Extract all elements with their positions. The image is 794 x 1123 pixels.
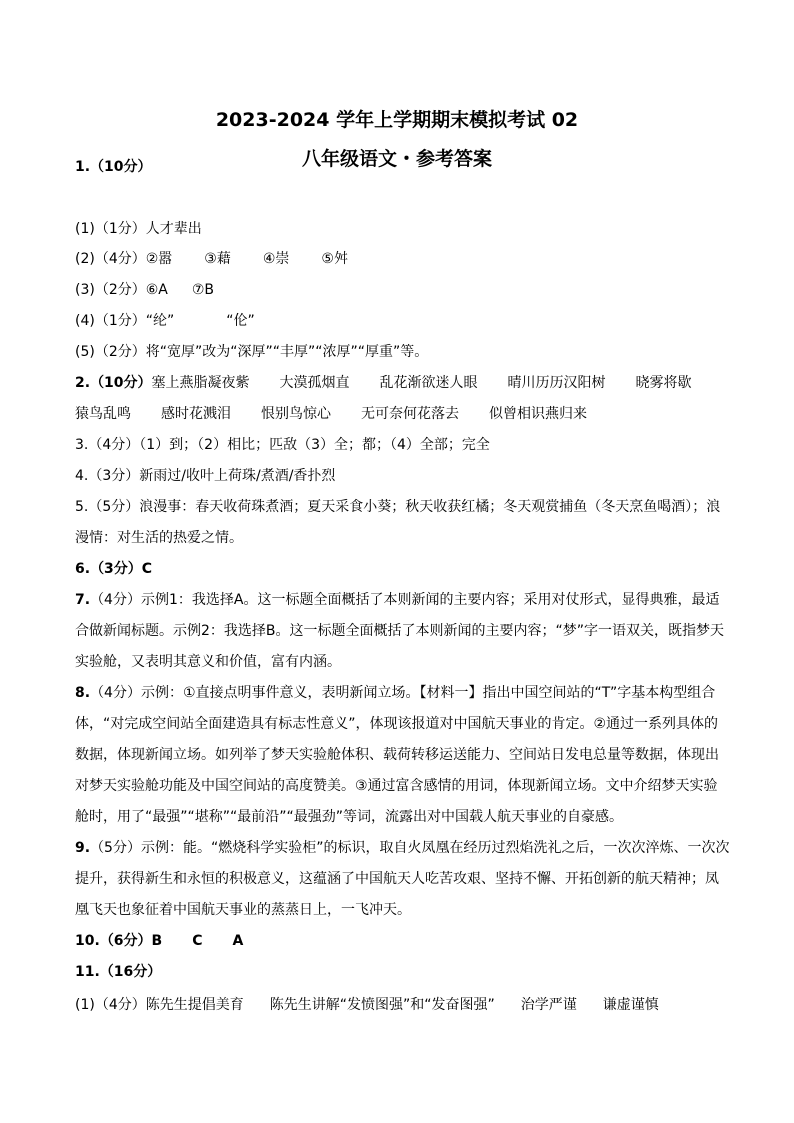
q9-line3: 凰飞天也象征着中国航天事业的蒸蒸日上，一飞冲天。 (75, 902, 411, 918)
q1-sub3: (3)（2分）⑥A ⑦B (75, 282, 215, 298)
page-title: 2023-2024 学年上学期期末模拟考试 02 (215, 109, 579, 131)
q1-sub2: (2)（4分）②嚣 ③藉 ④崇 ⑤舛 (75, 251, 348, 267)
q7-line3: 实验舱，又表明其意义和价值，富有内涵。 (75, 654, 341, 670)
q8-line2: 体，“对完成空间站全面建造具有标志性意义”，体现该报道对中国航天事业的肯定。②通过一系列具体的 (75, 716, 719, 732)
q9-line2: 提升，获得新生和永恒的积极意义，这蕴涵了中国航天人吃苦攻艰、坚持不懈、开拓创新的航天精神；凤 (75, 871, 719, 887)
q1-sub4: (4)（1分）“纶” “伦” (75, 313, 255, 329)
page-subtitle: 八年级语文・参考答案 (301, 148, 492, 170)
q8-line3: 数据，体现新闻立场。如列举了梦天实验舱体积、载荷转移运送能力、空间站日发电总量等数据，体现出 (75, 747, 719, 763)
q1-heading: 1.（10分） (75, 159, 152, 175)
q8-line5: 舱时，用了“最强”“堪称”“最前沿”“最强劲”等词，流露出对中国载人航天事业的自豪感。 (75, 809, 624, 825)
q1-sub5: (5)（2分）将“宽厚”改为“深厚”“丰厚”“浓厚”“厚重”等。 (75, 344, 429, 360)
q11-sub1: (1)（4分）陈先生提倡美育 陈先生讲解“发愤图强”和“发奋图强” 治学严谨 谦虚谨慎 (75, 997, 659, 1013)
q10-answer: 10.（6分）B C A (75, 933, 244, 949)
q5-line2: 漫情：对生活的热爱之情。 (75, 530, 243, 546)
q8-line1: 8.（4分）示例：①直接点明事件意义，表明新闻立场。【材料一】指出中国空间站的“T”字基本构型组合 (75, 685, 716, 701)
q3-answer: 3.（4分）（1）到；（2）相比；匹敌（3）全；都；（4）全部；完全 (75, 437, 490, 453)
q7-line2: 合做新闻标题。示例2：我选择B。这一标题全面概括了本则新闻的主要内容；“梦”字一语双关，既指梦天 (75, 623, 725, 639)
q2-line2: 猿鸟乱鸣 感时花溅泪 恨别鸟惊心 无可奈何花落去 似曾相识燕归来 (75, 406, 587, 422)
q7-line1: 7.（4分）示例1：我选择A。这一标题全面概括了本则新闻的主要内容；采用对仗形式，显得典雅，最适 (75, 592, 720, 608)
q2-line1: 2.（10分）塞上燕脂凝夜紫 大漠孤烟直 乱花渐欲迷人眼 晴川历历汉阳树 晓雾将歇 (75, 375, 692, 391)
q9-line1: 9.（5分）示例：能。“燃烧科学实验柜”的标识，取自火凤凰在经历过烈焰洗礼之后，一次次淬炼、一次次 (75, 840, 730, 856)
q6-answer: 6.（3分）C (75, 561, 153, 577)
q4-answer: 4.（3分）新雨过/收叶上荷珠/煮酒/香扑烈 (75, 468, 336, 484)
q8-line4: 对梦天实验舱功能及中国空间站的高度赞美。③通过富含感情的用词，体现新闻立场。文中介绍梦天实验 (75, 778, 718, 794)
q11-heading: 11.（16分） (75, 964, 162, 980)
q5-line1: 5.（5分）浪漫事：春天收荷珠煮酒；夏天采食小葵；秋天收获红橘；冬天观赏捕鱼（冬天烹鱼喝酒）；浪 (75, 499, 721, 515)
q1-sub1: (1)（1分）人才辈出 (75, 221, 202, 237)
